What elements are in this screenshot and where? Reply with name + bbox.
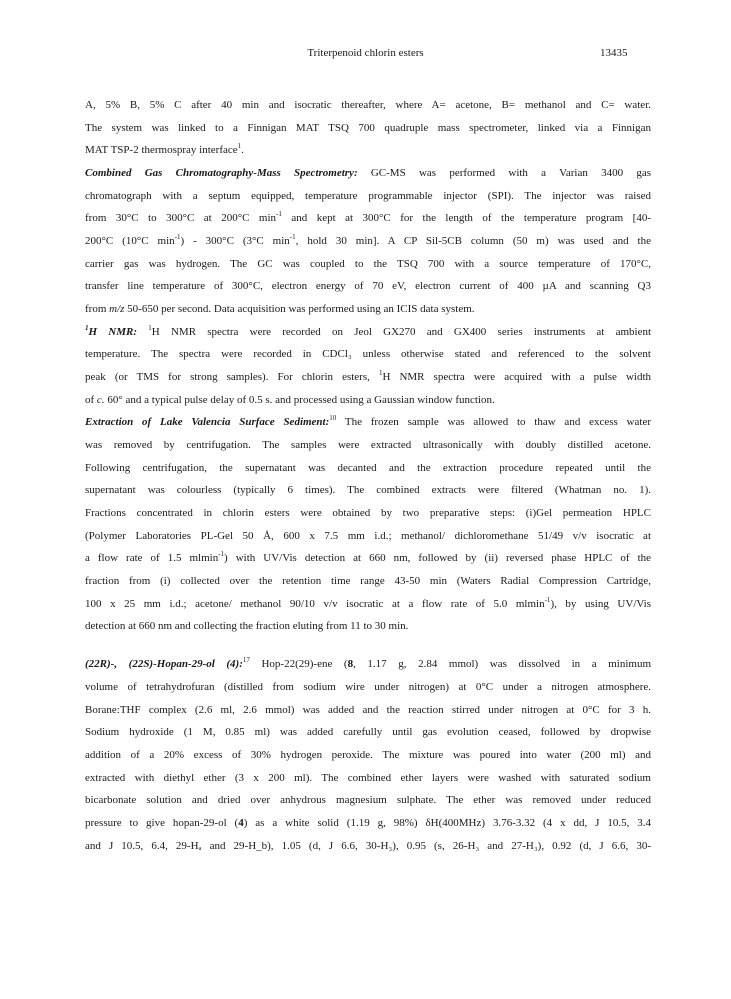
running-title: Triterpenoid chlorin esters [307,47,424,59]
text-line: Combined Gas Chromatography-Mass Spectrometry: GC-MS was performed with a Varian 3400 gas [85,167,651,179]
text-line: carrier gas was hydrogen. The GC was coupled to the TSQ 700 with a source temperature of 170°C, [85,258,651,270]
text-line: temperature. The spectra were recorded in CDCl₃ unless otherwise stated and referenced to the solvent [85,348,651,360]
text-line: from 30°C to 300°C at 200°C $\min^{-1}$ and kept at 300°C for the length of the temperature program [40- [85,210,651,224]
text-line: (Polymer Laboratories PL-Gel 50 Å, 600 x 7.5 mm i.d.; methanol/ dichloromethane 51/49 v/v isocratic at [85,530,651,542]
text-line: detection at 660 nm and collecting the fraction eluting from 11 to 30 min. [85,620,409,632]
text-line: from m/z 50-650 per second. Data acquisition was performed using an ICIS data system. [85,303,475,315]
text-line: 200°C (10°C $\min^{-1}) - 300^\circ C$ (3°C $\min^{-1}$, hold 30 min]. A CP Sil-5CB column (50 m) was used and the [85,233,651,247]
text-line: transfer line temperature of 300°C, electron energy of 70 eV, electron current of 400 µA and scanning Q3 [85,280,651,292]
text-line: (22R)-, (22S)-Hopan-29-ol (4):$^{17}$ Hop-22(29)-ene (8, 1.17 g, 2.84 mmol) was dissolved in a minimum [85,656,651,670]
text-line: The system was linked to a Finnigan MAT TSQ 700 quadruple mass spectrometer, linked via a Finnigan [85,122,651,134]
text-line: 100 x 25 mm i.d.; acetone/ methanol 90/10 v/v isocratic at a flow rate of 5.0 mlmin$^{-1}$), by using UV/Vis [85,596,651,610]
text-line: MAT TSP-2 thermospray interface$^1$. [85,142,244,156]
text-line: was removed by centrifugation. The samples were extracted ultrasonically with doubly distilled acetone. [85,439,651,451]
text-line: volume of tetrahydrofuran (distilled from sodium wire under nitrogen) at 0°C under a nitrogen atmosphere. [85,681,651,693]
text-line: chromatograph with a septum equipped, temperature programmable injector (SPI). The injector was raised [85,190,651,202]
text-line: addition of a 20% excess of 30% hydrogen peroxide. The mixture was poured into water (200 ml) and [85,749,651,761]
text-line: supernatant was colourless (typically 6 times). The combined extracts were filtered (Whatman no. 1). [85,484,651,496]
page-number: 13435 [600,47,628,59]
text-line: $^1$H NMR: $^1$H NMR spectra were recorded on Jeol GX270 and GX400 series instruments at ambient [85,324,652,338]
section-heading: Combined Gas Chromatography-Mass Spectrometry: [85,167,358,179]
text-line: Extraction of Lake Valencia Surface Sediment:$^{10}$ The frozen sample was allowed to thaw and excess water [85,414,651,428]
section-heading: $^1$H NMR: [85,324,138,338]
text-line: Following centrifugation, the supernatant was decanted and the extraction procedure repeated until the [85,462,651,474]
text-line: and J 10.5, 6.4, 29-Hₐ and 29-H_b), 1.05 (d, J 6.6, 30-H₃), 0.95 (s, 26-H₃ and 27-H₃), 0.92 (d, J 6.6, 30- [85,840,651,852]
text-line: peak (or TMS for strong samples). For chlorin esters, $^1$H NMR spectra were acquired with a pulse width [85,369,651,383]
text-line: of c. 60° and a typical pulse delay of 0.5 s. and processed using a Gaussian window function. [85,394,495,406]
text-line: A, 5% B, 5% C after 40 min and isocratic thereafter, where A= acetone, B= methanol and C= water. [85,99,651,111]
section-heading: (22R)-, (22S)-Hopan-29-ol (4): [85,658,243,670]
section-heading: Extraction of Lake Valencia Surface Sediment: [85,416,330,428]
text-line: Borane:THF complex (2.6 ml, 2.6 mmol) was added and the reaction stirred under nitrogen at 0°C for 3 h. [85,704,651,716]
text-line: pressure to give hopan-29-ol (4) as a white solid (1.19 g, 98%) δH(400MHz) 3.76-3.32 (4 x dd, J 10.5, 3.4 [85,817,651,829]
text-line: fraction from (i) collected over the retention time range 43-50 min (Waters Radial Compression Cartridge, [85,575,651,587]
text-line: extracted with diethyl ether (3 x 200 ml). The combined ether layers were washed with saturated sodium [85,772,651,784]
text-line: Fractions concentrated in chlorin esters were obtained by two preparative steps: (i)Gel permeation HPLC [85,507,651,519]
text-line: a flow rate of 1.5 mlmin$^{-1}$) with UV/Vis detection at 660 nm, followed by (ii) reversed phase HPLC of the [85,550,652,564]
text-line: Sodium hydroxide (1 M, 0.85 ml) was added carefully until gas evolution ceased, followed by dropwise [85,726,651,738]
text-line: bicarbonate solution and dried over anhydrous magnesium sulphate. The ether was removed under reduced [85,794,651,806]
